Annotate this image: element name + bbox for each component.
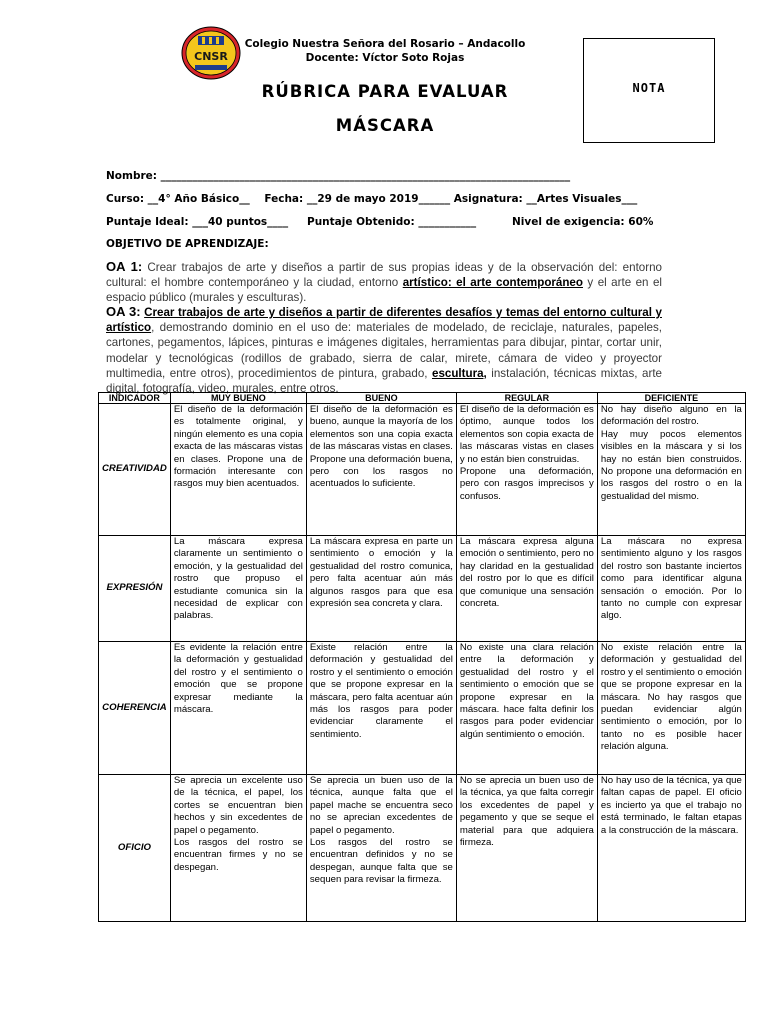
- rubric-row: [99, 404, 746, 536]
- cell-text: La máscara no expresa sentimiento alguno y los rasgos del rostro son bastante inciertos como para identificar alguna sensación o emoción. Por lo tanto no cumple con expresar algo.: [600, 536, 742, 622]
- school-header: [240, 37, 530, 65]
- cell-text: Hay muy pocos elementos visibles en la máscara y si los hay no están bien construidos. No propone una deformación en los rasgos del rostro o en la gestualidad del mismo.: [600, 428, 742, 502]
- rubric-cell: [456, 642, 597, 775]
- rubric-cell: [170, 775, 306, 922]
- rubric-row: [99, 775, 746, 922]
- cell-text: La máscara expresa claramente un sentimiento o emoción, y la gestualidad del rostro que propuso el estudiante comunica sin la necesidad de explicar con palabras.: [173, 536, 303, 622]
- cell-text: Los rasgos del rostro se encuentran definidos y no se despegan, aunque falta que se sequen para revisar la firmeza.: [309, 837, 453, 886]
- cell-text: No se aprecia un buen uso de la técnica, ya que falta corregir los excedentes de papel y pegamento y que se seque el material para que adquiera firmeza.: [459, 775, 594, 849]
- rubric-row: [99, 536, 746, 642]
- oa1-paragraph: [106, 259, 662, 306]
- cell-text: Se aprecia un buen uso de la técnica, aunque falta que el papel mache se encuentra seco no se aprecian excedentes de papel o pegamento.: [309, 775, 453, 836]
- indicator-cell: EXPRESIÓN: [99, 536, 171, 642]
- nivel-exigencia: Nivel de exigencia: 60%: [512, 216, 654, 228]
- rubric-cell: [597, 775, 745, 922]
- teacher-name: Docente: Víctor Soto Rojas: [305, 52, 465, 64]
- header-indicador: INDICADOR: [99, 393, 171, 404]
- rubric-cell: [170, 642, 306, 775]
- oa1-text-a: Crear trabajos de arte y diseños a partir de sus propias ideas y de la observación del: entorno cultural: el hombre contemporáneo y la ciudad, entorno: [106, 261, 662, 290]
- cell-text: Los rasgos del rostro se encuentran firmes y no se despegan.: [173, 837, 303, 873]
- rubric-cell: [456, 775, 597, 922]
- rubric-cell: [597, 536, 745, 642]
- cell-text: La máscara expresa en parte un sentimiento o emoción y la gestualidad del rostro comunica, pero falta acentuar aún más algunos rasgos para que esa expresión sea concreta y clara.: [309, 536, 453, 610]
- page-title: RÚBRICA PARA EVALUAR: [261, 82, 509, 101]
- oa3-label: OA 3:: [106, 304, 141, 319]
- rubric-cell: [170, 536, 306, 642]
- cell-text: No hay uso de la técnica, ya que faltan capas de papel. El oficio es incierto ya que el trabajo no está terminado, le faltan etapas a la construcción de la máscara.: [600, 775, 742, 836]
- nombre-field[interactable]: Nombre: ______________________________________________________________________________: [106, 170, 571, 182]
- oa3-text-b: instalación, técnicas mixtas, arte digital, fotografía, video, murales, entre otros.: [106, 366, 662, 396]
- logo-lettering: CNSR: [194, 50, 228, 63]
- rubric-cell: [306, 536, 456, 642]
- school-logo: [181, 26, 241, 80]
- oa1-text-b: y el arte en el espacio público (murales y esculturas).: [106, 276, 662, 305]
- oa3-text-a: , demostrando dominio en el uso de: materiales de modelado, de reciclaje, naturales, papeles, cartones, pegamentos, lápices, pinturas e imágenes digitales, herramientas para dibujar, pintar, cortar unir, modelar y tecnológicas (rodillos de grabado, sierra de calar, mirete, cámara de video y proyector multimedia, entre otros), procedimientos de pintura, grabado,: [106, 321, 662, 380]
- cell-text: Es evidente la relación entre la deformación y gestualidad del rostro y el sentimiento o emoción que se propone expresar mediante la máscara.: [173, 642, 303, 716]
- rubric-header-row: [99, 393, 746, 404]
- curso-line: Curso: __4° Año Básico__ Fecha: __29 de mayo 2019______ Asignatura: __Artes Visuales___: [106, 193, 638, 205]
- grade-label: NOTA: [632, 81, 666, 95]
- rubric-cell: [597, 404, 745, 536]
- rubric-table: [98, 392, 746, 922]
- school-name: Colegio Nuestra Señora del Rosario – Andacollo: [244, 38, 526, 50]
- indicator-cell: CREATIVIDAD: [99, 404, 171, 536]
- oa3-emph: Crear trabajos de arte y diseños a partir de diferentes desafíos y temas del entorno cultural y artístico: [106, 306, 662, 335]
- header-bueno: BUENO: [306, 393, 456, 404]
- rubric-cell: [456, 404, 597, 536]
- cell-text: El diseño de la deformación es totalmente original, y ningún elemento es una copia exacta de las máscaras vistas en clases. Propone una de formación interesante con rasgos muy bien acentuados.: [173, 404, 303, 490]
- rubric-cell: [170, 404, 306, 536]
- cell-text: No existe una clara relación entre la deformación y gestualidad del rostro y el sentimiento o emoción que se propone expresar en la máscara. hace falta definir los rasgos para poder evidenciar algún sentimiento o emoción.: [459, 642, 594, 740]
- grade-box: [583, 38, 715, 143]
- header-muy-bueno: MUY BUENO: [170, 393, 306, 404]
- cell-text: No hay diseño alguno en la deformación del rostro.: [600, 404, 742, 428]
- rubric-cell: [306, 404, 456, 536]
- oa3-emph-2: escultura,: [432, 366, 487, 380]
- cell-text: Existe relación entre la deformación y gestualidad del rostro y el sentimiento o emoción que se propone expresar en la máscara, pero falta acentuar aún más los rasgos para poder evidenciar claramente el sentimiento.: [309, 642, 453, 740]
- header-deficiente: DEFICIENTE: [597, 393, 745, 404]
- objetivo-heading: OBJETIVO DE APRENDIZAJE:: [106, 238, 269, 250]
- rubric-cell: [456, 536, 597, 642]
- cell-text: El diseño de la deformación es óptimo, aunque todos los elementos son copia exacta de las máscaras vistas en clases y no están bien construidas.: [459, 404, 594, 465]
- rubric-cell: [306, 775, 456, 922]
- puntaje-ideal: Puntaje Ideal: ___40 puntos____: [106, 216, 289, 228]
- page-subtitle: MÁSCARA: [335, 116, 435, 135]
- oa1-label: OA 1:: [106, 259, 143, 274]
- rubric-cell: [306, 642, 456, 775]
- cell-text: Se aprecia un excelente uso de la técnica, el papel, los cortes se encuentran bien hechos y sin excedentes de papel o pegamento.: [173, 775, 303, 836]
- cell-text: Propone una deformación, pero con rasgos imprecisos y confusos.: [459, 466, 594, 502]
- cell-text: No existe relación entre la deformación y gestualidad del rostro y el sentimiento o emoción que se propone expresar en la máscara. No hay rasgos que puedan evidenciar algún sentimiento o emoción, por lo tanto no es posible hacer relación alguna.: [600, 642, 742, 753]
- rubric-row: [99, 642, 746, 775]
- indicator-cell: COHERENCIA: [99, 642, 171, 775]
- puntaje-obtenido[interactable]: Puntaje Obtenido: ___________: [307, 216, 477, 228]
- indicator-cell: OFICIO: [99, 775, 171, 922]
- header-regular: REGULAR: [456, 393, 597, 404]
- rubric-cell: [597, 642, 745, 775]
- cell-text: El diseño de la deformación es bueno, aunque la mayoría de los elementos son una copia exacta de las máscaras vistas en clases. Propone una deformación buena, pero con los rasgos no acentuados lo suficiente.: [309, 404, 453, 490]
- oa3-paragraph: [106, 304, 662, 396]
- oa1-emph: artístico: el arte contemporáneo: [402, 276, 583, 290]
- cell-text: La máscara expresa alguna emoción o sentimiento, pero no hay claridad en la gestualidad del rostro por lo que es difícil que comunique una sensación concreta.: [459, 536, 594, 610]
